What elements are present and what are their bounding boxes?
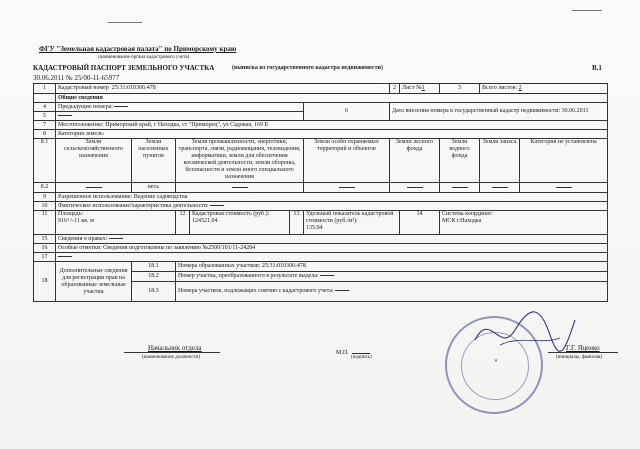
registration-date-value: 30.06.2011 — [561, 108, 589, 114]
row-18-1 — [34, 262, 608, 272]
row-number: 11 — [34, 211, 56, 235]
row-8-1 — [34, 139, 608, 183]
org-name: ФГУ "Земельная кадастровая палата" по Приморскому краю — [39, 45, 237, 53]
empty-dash — [320, 275, 334, 276]
empty-dash — [232, 187, 248, 188]
row-number: 4 — [34, 103, 56, 112]
special-notes-label: Особые отметки: — [58, 244, 102, 251]
row-4 — [34, 103, 608, 112]
sheet-value: 1 — [421, 85, 425, 91]
formed-parcels-value: 25:31:010306:478 — [261, 263, 306, 269]
position-caption: (наименование должности) — [142, 355, 201, 360]
name-caption: (инициалы, фамилия) — [556, 355, 603, 360]
row-9 — [34, 193, 608, 202]
signature-line — [352, 353, 370, 354]
empty-dash — [58, 256, 72, 257]
coordinate-system-label: Система координат: — [442, 211, 493, 217]
settlements-value: весь — [132, 183, 176, 193]
row-number: 18.3 — [132, 282, 176, 302]
empty-dash — [114, 106, 128, 107]
empty-dash — [339, 187, 355, 188]
cadastral-number-value: 25:31:010306:478 — [111, 85, 156, 91]
row-1 — [34, 84, 608, 94]
previous-numbers-label: Предыдущие номера: — [58, 103, 113, 110]
location-value: Приморский край, г Находка, ст "Приморец", ул Садовая, 169 Б — [105, 121, 268, 128]
row-8-2 — [34, 183, 608, 193]
date-number: 30.06.2011 № 25/00-11-65977 — [33, 74, 120, 82]
row-number: 17 — [34, 253, 56, 262]
category-protected: Земли особо охраняемых территорий и объектов — [304, 139, 390, 183]
row-number: 18.2 — [132, 272, 176, 282]
seal-mark: М.П. — [336, 350, 349, 356]
actual-use-label: Фактическое использование/характеристика деятельности: — [58, 202, 209, 209]
row-number: 9 — [34, 193, 56, 202]
transformed-parcel-label: Номер участка, преобразованного в результате выдела: — [178, 273, 319, 279]
org-caption: (наименование органа кадастрового учета) — [98, 55, 190, 60]
category-forest: Земли лесного фонда — [390, 139, 440, 183]
scan-mark — [572, 10, 602, 11]
row-number: 8.2 — [34, 183, 56, 193]
handwritten-signature-icon — [470, 300, 580, 360]
row-number: 18.1 — [132, 262, 176, 272]
row-10 — [34, 202, 608, 211]
empty-dash — [452, 187, 468, 188]
category-industrial: Земли промышленности, энергетики, транспорта, связи, радиовещания, телевидения, информатики, земли для обеспечения космической деятельности, земли обороны, безопасности и земли иного специального назначения — [176, 139, 304, 183]
specific-value-value: 135.94 — [306, 225, 323, 231]
row-7 — [34, 121, 608, 130]
signature-caption: (подпись) — [351, 355, 372, 360]
empty-dash — [86, 187, 102, 188]
location-label: Местоположение: — [58, 121, 104, 128]
special-notes-value: Сведения подготовлены по заявлению №2500/101/11-24284 — [103, 244, 256, 251]
category-agricultural: Земли сельскохозяйственного назначения — [56, 139, 132, 183]
land-category-label: Категория земель: — [56, 130, 608, 139]
cadastral-value-value: 124521.04 — [192, 218, 218, 224]
row-number: 5 — [34, 112, 56, 121]
row-number: 3 — [440, 84, 480, 94]
total-sheets-value: 2 — [518, 85, 522, 91]
position-line — [124, 352, 220, 353]
scan-mark — [108, 22, 142, 23]
cadastral-number-label: Кадастровый номер — [58, 85, 109, 91]
permitted-use-value: Ведение садоводства — [133, 193, 188, 200]
row-number: 2 — [390, 84, 400, 94]
empty-dash — [492, 187, 508, 188]
total-sheets-label: Всего листов: — [482, 85, 518, 91]
row-number: 13 — [290, 211, 304, 235]
empty-dash — [407, 187, 423, 188]
permitted-use-label: Разрешенное использование: — [58, 193, 133, 200]
formed-parcels-label: Номера образованных участков: — [178, 263, 261, 269]
sheet-label: Лист № — [402, 85, 422, 91]
specific-value-label: Удельный показатель кадастровой стоимости (руб./м²): — [306, 211, 394, 224]
signer-name: Г.Г. Яценко — [566, 344, 600, 352]
registration-date-label: Дата внесения номера в государственный кадастр недвижимости: — [392, 108, 561, 114]
row-number: 15 — [34, 235, 56, 244]
row-11 — [34, 211, 608, 235]
form-code: В.1 — [592, 64, 602, 72]
row-15 — [34, 235, 608, 244]
empty-dash — [335, 290, 349, 291]
stamp-emblem-icon: ★ — [493, 358, 499, 364]
empty-dash — [556, 187, 572, 188]
coordinate-system-value: МСК г.Находка — [442, 218, 482, 224]
passport-table — [33, 83, 608, 302]
row-17 — [34, 253, 608, 262]
area-label: Площадь: — [58, 211, 84, 217]
category-settlements: Земли населенных пунктов — [132, 139, 176, 183]
row-number: 7 — [34, 121, 56, 130]
row-number: 8 — [34, 130, 56, 139]
row-number: 10 — [34, 202, 56, 211]
row-number: 1 — [34, 84, 56, 94]
removed-parcels-label: Номера участков, подлежащих снятию с кадастрового учета: — [178, 288, 334, 294]
category-reserve: Земли запаса — [480, 139, 520, 183]
rights-label: Сведения о правах: — [58, 235, 108, 242]
row-general — [34, 94, 608, 103]
row-number: 16 — [34, 244, 56, 253]
row-16 — [34, 244, 608, 253]
row-number: 8.1 — [34, 139, 56, 183]
row-number: 18 — [34, 262, 56, 302]
doc-title: КАДАСТРОВЫЙ ПАСПОРТ ЗЕМЕЛЬНОГО УЧАСТКА — [33, 64, 215, 72]
position-title: Начальник отдела — [148, 344, 202, 352]
row-number: 14 — [400, 211, 440, 235]
additional-info-label: Дополнительные сведения для регистрации прав на образованные земельные участки — [56, 262, 132, 302]
doc-subtitle: (выписка из государственного кадастра недвижимости) — [232, 65, 383, 71]
empty-dash — [58, 115, 72, 116]
row-8 — [34, 130, 608, 139]
area-value: 916+/-11 кв. м — [58, 218, 94, 224]
empty-dash — [109, 238, 123, 239]
cadastral-value-label: Кадастровая стоимость (руб.): — [192, 211, 270, 217]
empty-dash — [210, 205, 224, 206]
general-info-heading: Общие сведения — [56, 94, 608, 103]
category-not-set: Категория не установлена — [520, 139, 608, 183]
row-number: 12 — [176, 211, 190, 235]
row-number: 6 — [304, 103, 390, 121]
category-water: Земли водного фонда — [440, 139, 480, 183]
